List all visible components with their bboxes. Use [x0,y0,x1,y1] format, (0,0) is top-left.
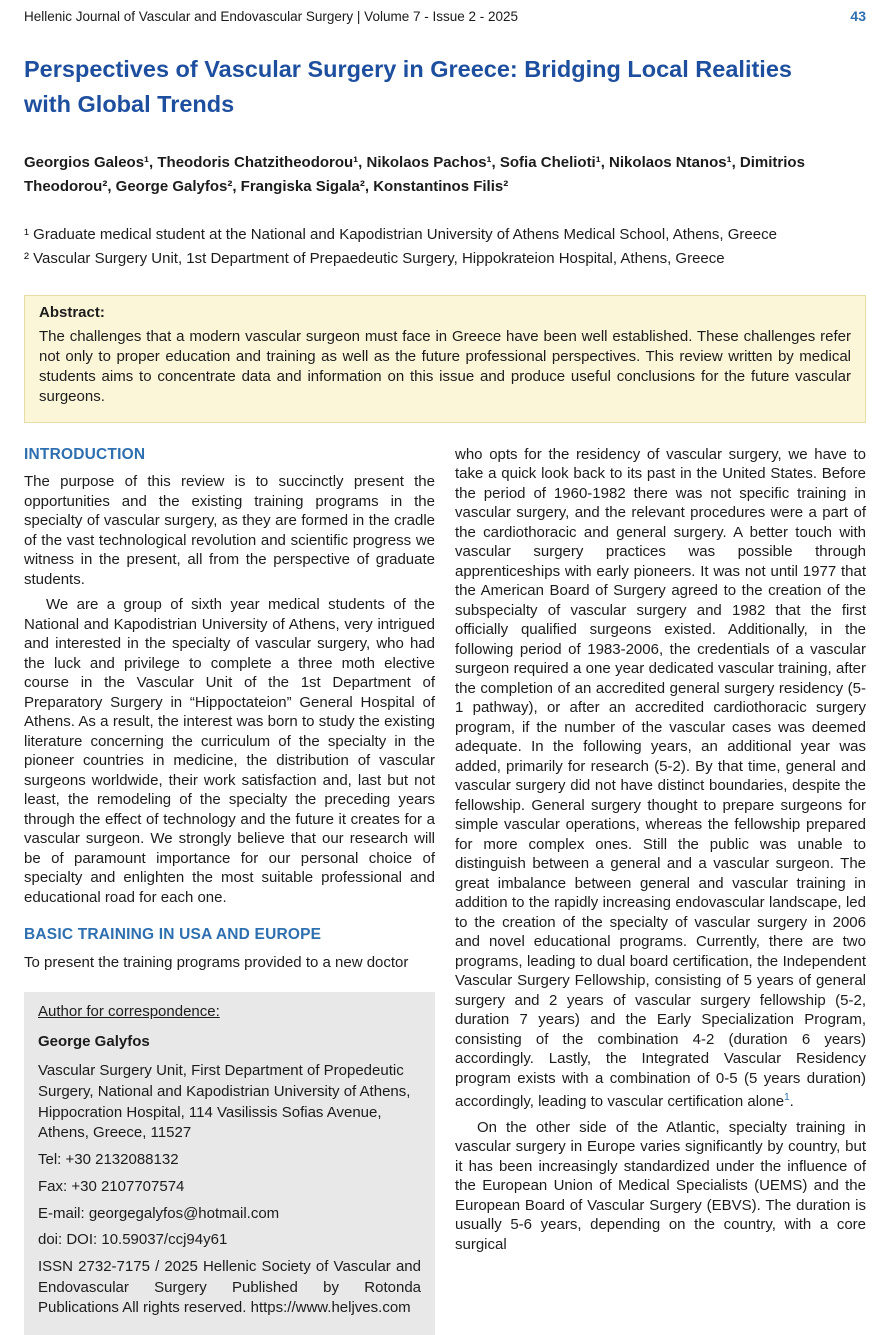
correspondence-label: Author for correspondence: [38,1003,220,1020]
two-column-body [24,445,866,1335]
abstract-label: Abstract: [39,303,105,321]
basic-training-paragraph-left: To present the training programs provided to a new doctor [24,953,409,971]
affiliation-1: ¹ Graduate medical student at the National and Kapodistrian University of Athens Medical School, Athens, Greece [24,225,777,243]
correspondence-fax: Fax: +30 2107707574 [38,1177,185,1195]
correspondence-name: George Galyfos [38,1032,150,1050]
article-title: Perspectives of Vascular Surgery in Greece: Bridging Local Realities with Global Trends [24,56,792,118]
correspondence-doi: doi: DOI: 10.59037/ccj94y61 [38,1231,228,1249]
basic-training-paragraph-right-1-text: who opts for the residency of vascular surgery, we have to take a quick look back to its past in the United States. Before the period of 1960-1982 there was not specific training in vascular surgery, and the relevant procedures were a part of the cardiothoracic and general surgery. A better touch with vascular surgery practices was possible through apprenticeships with early pioneers. It was not until 1977 that the American Board of Surgery agreed to the creation of the subspecialty of vascular surgery and 1982 that the first officially qualified surgeons existed. Additionally, in the following period of 1983-2006, the credentials of a vascular surgeon required a one year dedicated vascular training, after the completion of an accredited general surgery residency (5-1 pathway), or after an accredited cardiothoracic surgery program, if the number of the vascular cases was deemed adequate. In the following years, an additional year was added, primarily for research (5-2). By that time, general and vascular surgery did not have distinct boundaries, despite the fellowship. General surgery thought to prepare surgeons for simple vascular operations, whereas the fellowship prepared for more complex ones. Still the public was unable to distinguish between a general and a vascular surgeon. The great imbalance between general and vascular training in addition to the rapidly increasing endovascular landscape, led to the creation of the specialty of vascular surgery in 2006 and novel educational programs. Currently, there are two programs, leading to dual board certification, the Independent Vascular Surgery Fellowship, consisting of 5 years of general surgery and 2 years of vascular surgery fellowship (5-2, duration 7 years) and the Early Specialization Program, consisting of the combination 4-2 (duration 6 years) accordingly. Lastly, the Integrated Vascular Residency program exists with a combination of 0-5 (5 years duration) accordingly, leading to vascular certification alone [455,445,866,1110]
correspondence-issn: ISSN 2732-7175 / 2025 Hellenic Society of Vascular and Endovascular Surgery Published by Rotonda Publications All rights reserved. https://www.heljves.com [38,1257,421,1317]
authors-line: Georgios Galeos¹, Theodoris Chatzitheodorou¹, Nikolaos Pachos¹, Sofia Chelioti¹, Nikolaos Ntanos¹, Dimitrios Theodorou², George Galyfos², Frangiska Sigala², Konstantinos Filis² [24,153,805,195]
affiliations [24,223,866,271]
section-heading-introduction: INTRODUCTION [24,445,146,463]
left-column [24,445,435,1335]
introduction-paragraph-2: We are a group of sixth year medical students of the National and Kapodistrian University of Athens, very intrigued and interested in the specialty of vascular surgery, who had the luck and privilege to complete a three moth elective course in the Vascular Unit of the 1st Department of Preparatory Surgery in “Hippoctateion” General Hospital of Athens. As a result, the interest was born to study the existing literature concerning the curriculum of the specialty in the pioneer countries in medicine, the distribution of vascular surgeons worldwide, their work satisfaction and, last but not least, the remodeling of the specialty the preceding years through the effect of technology and the future it creates for a vascular surgeon. We strongly believe that our research will be of paramount importance for our personal choice of specialty and enlighten the most suitable professional and educational road for each one. [24,596,435,906]
page-header [24,8,866,24]
affiliation-2: ² Vascular Surgery Unit, 1st Department of Prepaedeutic Surgery, Hippokrateion Hospital, Athens, Greece [24,249,725,267]
correspondence-tel: Tel: +30 2132088132 [38,1151,179,1169]
basic-training-paragraph-right-1-tail: . [789,1093,794,1110]
correspondence-box [24,992,435,1335]
abstract-box [24,295,866,423]
right-column [455,445,866,1335]
introduction-paragraph-1: The purpose of this review is to succinctly present the opportunities and the existing training programs in the specialty of vascular surgery, as they are formed in the cradle of the vast technological revolution and scientific progress we witness in the present, all from the perspective of graduate students. [24,473,435,588]
correspondence-email: E-mail: georgegalyfos@hotmail.com [38,1204,280,1222]
abstract-text: The challenges that a modern vascular surgeon must face in Greece have been well established. These challenges refer not only to proper education and training as well as the future professional perspectives. This review written by medical students aims to concentrate data and information on this issue and produce useful conclusions for the future vascular surgeons. [39,327,851,406]
journal-header-line: Hellenic Journal of Vascular and Endovascular Surgery | Volume 7 - Issue 2 - 2025 [24,9,519,24]
section-heading-basic-training: BASIC TRAINING IN USA AND EUROPE [24,926,322,943]
correspondence-address: Vascular Surgery Unit, First Department of Propedeutic Surgery, National and Kapodistrian University of Athens, Hippocration Hospital, 114 Vasilissis Sofias Avenue, Athens, Greece, 11527 [38,1062,411,1142]
basic-training-paragraph-right-1 [455,445,866,1112]
basic-training-paragraph-right-2: On the other side of the Atlantic, specialty training in vascular surgery in Europe varies significantly by country, but it has been increasingly standardized under the influence of the European Union of Medical Specialists (UEMS) and the European Board of Vascular Surgery (EBVS). The duration is usually 5-6 years, depending on the country, with a core surgical [455,1118,866,1253]
reference-superscript-1: 1 [784,1092,790,1103]
page-number: 43 [850,8,866,24]
